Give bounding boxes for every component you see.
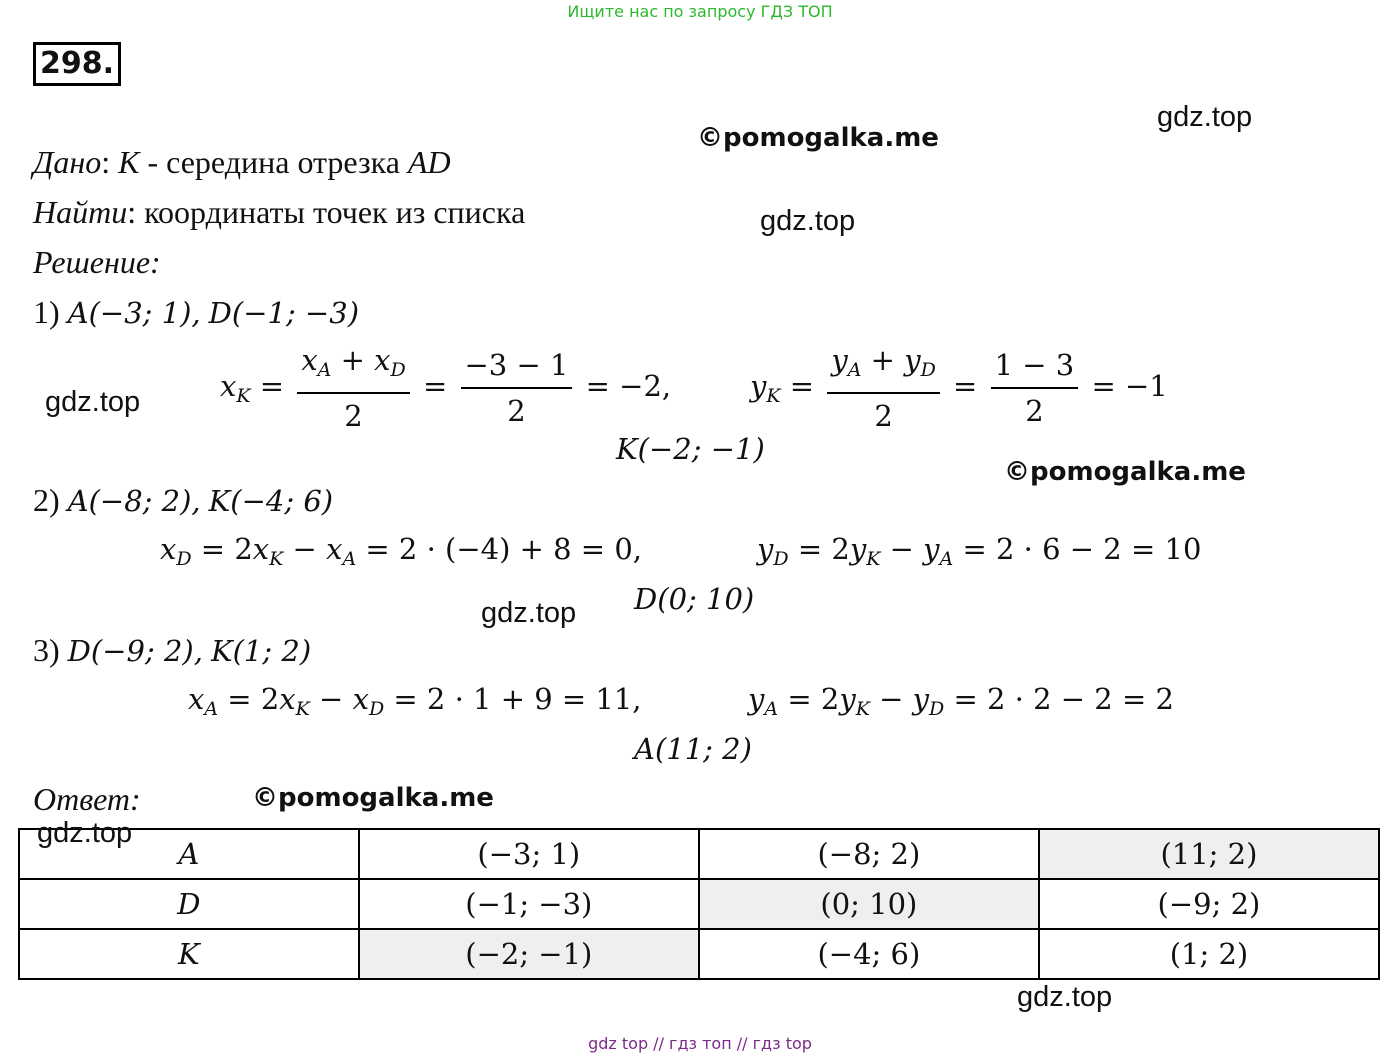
watermark-pomogalka: ©pomogalka.me — [697, 123, 939, 153]
step1-y-result: = −1 — [1091, 369, 1168, 403]
table-row — [19, 929, 1379, 979]
table-cell-highlighted: (11; 2) — [1039, 829, 1379, 879]
table-row — [19, 829, 1379, 879]
step2-x-formula: $x_D = 2x_K - x_A = 2 \cdot (-4) + 8 = 0$, — [160, 532, 642, 570]
watermark-gdz: gdz.top — [481, 597, 577, 629]
find-text: : координаты точек из списка — [127, 194, 526, 230]
fraction: $\frac{-3 - 1}{2}$ — [461, 343, 573, 433]
step3-point-k: K(1; 2) — [210, 634, 312, 668]
step3-y-formula: $y_A = 2y_K - y_D = 2 \cdot 2 - 2 = 2$ — [748, 682, 1174, 720]
table-cell-highlighted: (−2; −1) — [359, 929, 699, 979]
answer-table — [18, 828, 1380, 980]
row-label-k: K — [19, 929, 359, 979]
table-cell-highlighted: (0; 10) — [699, 879, 1039, 929]
watermark-gdz: gdz.top — [37, 817, 133, 849]
table-row — [19, 879, 1379, 929]
given-segment: AD — [407, 144, 451, 180]
given-text: - середина отрезка — [139, 144, 408, 180]
step3-point-a: A(11; 2) — [634, 732, 752, 766]
step3-point-d: D(−9; 2), — [67, 634, 203, 668]
given-var: K — [118, 144, 140, 180]
table-cell: (−3; 1) — [359, 829, 699, 879]
step1-point-k: K(−2; −1) — [616, 432, 765, 466]
step2-header: 2) A(−8; 2), K(−4; 6) — [33, 482, 334, 518]
step1-x-formula: $x_K$ = $\frac{x_A + x_D}{2}$ = $\frac{-3 - 1}{2}$ = −2, — [220, 338, 671, 438]
find-label: Найти — [33, 194, 128, 230]
step1-point-a: A(−3; 1), — [67, 296, 201, 330]
step2-point-d: D(0; 10) — [634, 582, 755, 616]
watermark-gdz: gdz.top — [1157, 101, 1253, 133]
fraction: $\frac{x_A + x_D}{2}$ — [297, 338, 409, 438]
watermark-pomogalka: ©pomogalka.me — [252, 783, 494, 813]
fraction: $\frac{1 - 3}{2}$ — [991, 343, 1079, 433]
step2-y-formula: $y_D = 2y_K - y_A = 2 \cdot 6 - 2 = 10$ — [757, 532, 1202, 570]
solution-label: Решение: — [33, 244, 161, 280]
step1-x-result: = −2, — [585, 369, 672, 403]
footer-links: gdz top // гдз топ // гдз top — [588, 1034, 812, 1053]
table-cell: (−8; 2) — [699, 829, 1039, 879]
step3-header: 3) D(−9; 2), K(1; 2) — [33, 632, 312, 668]
step1-point-d: D(−1; −3) — [208, 296, 360, 330]
fraction: $\frac{y_A + y_D}{2}$ — [827, 338, 940, 438]
answer-label: Ответ: — [33, 781, 141, 817]
step1-header: 1) A(−3; 1), D(−1; −3) — [33, 294, 360, 330]
given-label: Дано — [33, 144, 102, 180]
row-label-a: A — [19, 829, 359, 879]
watermark-pomogalka: ©pomogalka.me — [1004, 457, 1246, 487]
step2-point-a: A(−8; 2), — [67, 484, 201, 518]
watermark-gdz: gdz.top — [1017, 981, 1113, 1013]
step1-y-formula: $y_K$ = $\frac{y_A + y_D}{2}$ = $\frac{1 - 3}{2}$ = −1 — [750, 338, 1168, 438]
watermark-gdz: gdz.top — [760, 205, 856, 237]
row-label-d: D — [19, 879, 359, 929]
table-cell: (−4; 6) — [699, 929, 1039, 979]
table-cell: (1; 2) — [1039, 929, 1379, 979]
watermark-gdz: gdz.top — [45, 386, 141, 418]
find-line — [33, 194, 525, 231]
step3-x-formula: $x_A = 2x_K - x_D = 2 \cdot 1 + 9 = 11$, — [188, 682, 642, 720]
problem-number: 298. — [33, 42, 121, 86]
table-cell: (−9; 2) — [1039, 879, 1379, 929]
given-line: Дано: K - середина отрезка AD — [33, 144, 451, 180]
table-cell: (−1; −3) — [359, 879, 699, 929]
step2-point-k: K(−4; 6) — [208, 484, 334, 518]
top-banner: Ищите нас по запросу ГДЗ ТОП — [567, 2, 833, 21]
